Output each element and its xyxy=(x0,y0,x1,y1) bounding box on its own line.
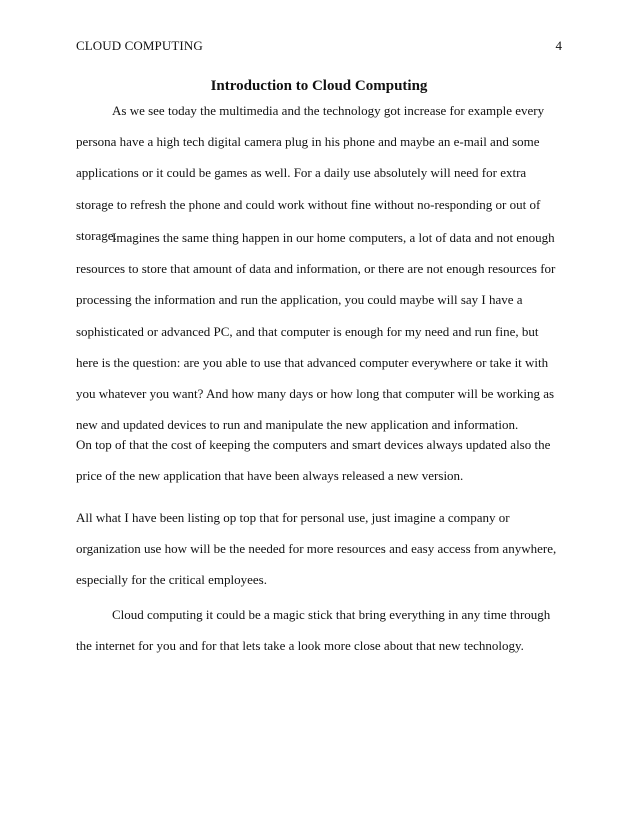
paragraph-2: Imagines the same thing happen in our home computers, a lot of data and not enough resources to store that amount of data and information, or there are not enough resources for processing the information and run the application, you could maybe will say I have a sophisticated or advanced PC, and that computer is enough for my need and run fine, but here is the question: are you able to use that advanced computer everywhere or take it with you whatever you want? And how many days or how long that computer will be working as new and updated devices to run and manipulate the new application and information. xyxy=(76,230,556,433)
document-title: Introduction to Cloud Computing xyxy=(210,78,428,94)
running-head: CLOUD COMPUTING xyxy=(76,38,203,53)
paragraph-1: As we see today the multimedia and the technology got increase for example every persona have a high tech digital camera plug in his phone and maybe an e-mail and some applications or it could be games as well. For a daily use absolutely will need for extra storage to refresh the phone and could work without fine without no-responding or out of storage. xyxy=(76,103,545,243)
paragraph-3: On top of that the cost of keeping the computers and smart devices always updated also the price of the new application that have been always released a new version. xyxy=(76,437,551,484)
paragraph-4: All what I have been listing op top that for personal use, just imagine a company or organization use how will be the needed for more resources and easy access from anywhere, especially for the critical employees. xyxy=(76,510,557,588)
paragraph-5: Cloud computing it could be a magic stick that bring everything in any time through the internet for you and for that lets take a look more close about that new technology. xyxy=(76,607,551,654)
page-number: 4 xyxy=(555,38,562,53)
